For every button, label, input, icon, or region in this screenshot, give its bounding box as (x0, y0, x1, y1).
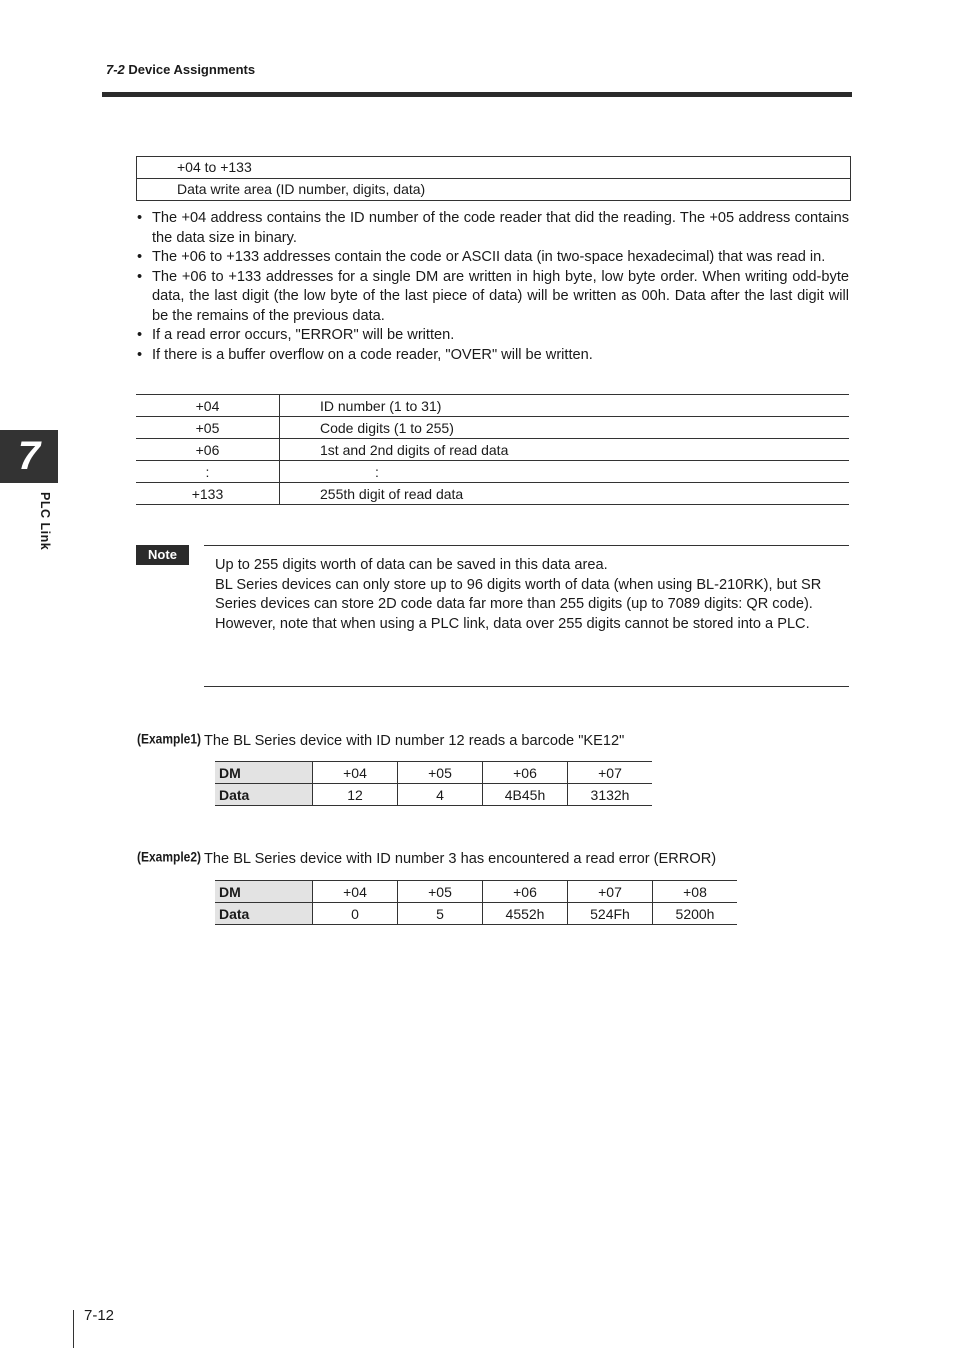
description-cell: 1st and 2nd digits of read data (280, 439, 850, 461)
address-cell: +133 (136, 483, 280, 505)
bullet-item: • If a read error occurs, "ERROR" will be written. (136, 326, 849, 346)
data-area-box (136, 156, 851, 201)
chapter-tab: 7 (0, 430, 58, 483)
data-cell: 5 (398, 903, 483, 925)
data-cell: 524Fh (568, 903, 653, 925)
example2-text: The BL Series device with ID number 3 has encountered a read error (ERROR) (204, 851, 717, 867)
data-cell: 12 (313, 784, 398, 806)
table-row (215, 784, 652, 806)
bullet-item: • The +06 to +133 addresses for a single DM are written in high byte, low byte order. When writing odd-byte data, the last digit (the low byte of the last piece of data) will be written as 00h. Data after the last digit will be the remains of the previous data. (136, 268, 849, 327)
section-title: Device Assignments (128, 62, 256, 77)
note-paragraph: However, note that when using a PLC link, data over 255 digits cannot be stored into a PLC. (215, 615, 810, 632)
address-table (136, 394, 849, 505)
table-row (136, 395, 849, 417)
example1-table (215, 761, 652, 806)
dm-cell: +04 (313, 762, 398, 784)
address-cell: +05 (136, 417, 280, 439)
description-cell: Code digits (1 to 255) (280, 417, 850, 439)
row-header: Data (215, 784, 313, 806)
bullet-list (136, 209, 849, 365)
data-area-description: Data write area (ID number, digits, data) (137, 178, 850, 200)
data-cell: 4B45h (483, 784, 568, 806)
section-header (106, 62, 255, 77)
note-paragraph: BL Series devices can only store up to 96 digits worth of data (when using BL-210RK), but SR Series devices can store 2D code data far more than 255 digits (up to 7089 digits: QR code). (215, 576, 822, 612)
address-cell: +06 (136, 439, 280, 461)
row-header: Data (215, 903, 313, 925)
table-row (215, 762, 652, 784)
footer-rule (73, 1310, 74, 1348)
data-cell: 5200h (653, 903, 738, 925)
note-text (215, 556, 847, 634)
dm-cell: +04 (313, 881, 398, 903)
header-rule (102, 92, 852, 97)
chapter-label: PLC Link (38, 492, 52, 551)
data-cell: 0 (313, 903, 398, 925)
example2-table (215, 880, 737, 925)
bullet-item: • The +06 to +133 addresses contain the code or ASCII data (in two-space hexadecimal) that was read in. (136, 248, 849, 268)
table-row (136, 461, 849, 483)
example2-label: (Example2) (137, 849, 202, 866)
data-area-range: +04 to +133 (177, 159, 252, 175)
bullet-item: • If there is a buffer overflow on a code reader, "OVER" will be written. (136, 346, 849, 366)
table-row (215, 881, 737, 903)
row-header: DM (215, 762, 313, 784)
dm-cell: +05 (398, 762, 483, 784)
example1-text: The BL Series device with ID number 12 reads a barcode "KE12" (204, 733, 625, 749)
bullet-item: • The +04 address contains the ID number of the code reader that did the reading. The +05 address contains the data size in binary. (136, 209, 849, 248)
section-number: 7-2 (106, 62, 125, 77)
data-cell: 3132h (568, 784, 653, 806)
table-row (136, 439, 849, 461)
data-cell: 4 (398, 784, 483, 806)
dm-cell: +07 (568, 881, 653, 903)
note-badge: Note (136, 545, 189, 565)
description-cell: 255th digit of read data (280, 483, 850, 505)
dm-cell: +06 (483, 762, 568, 784)
dm-cell: +07 (568, 762, 653, 784)
table-row (215, 903, 737, 925)
dm-cell: +06 (483, 881, 568, 903)
address-cell: : (136, 461, 280, 483)
page-number: 7-12 (84, 1307, 115, 1324)
row-header: DM (215, 881, 313, 903)
data-cell: 4552h (483, 903, 568, 925)
example1-label: (Example1) (137, 731, 202, 748)
dm-cell: +05 (398, 881, 483, 903)
address-cell: +04 (136, 395, 280, 417)
description-cell: : (280, 461, 850, 483)
table-row (136, 483, 849, 505)
note-paragraph: Up to 255 digits worth of data can be saved in this data area. (215, 557, 608, 573)
description-cell: ID number (1 to 31) (280, 395, 850, 417)
table-row (136, 417, 849, 439)
dm-cell: +08 (653, 881, 738, 903)
